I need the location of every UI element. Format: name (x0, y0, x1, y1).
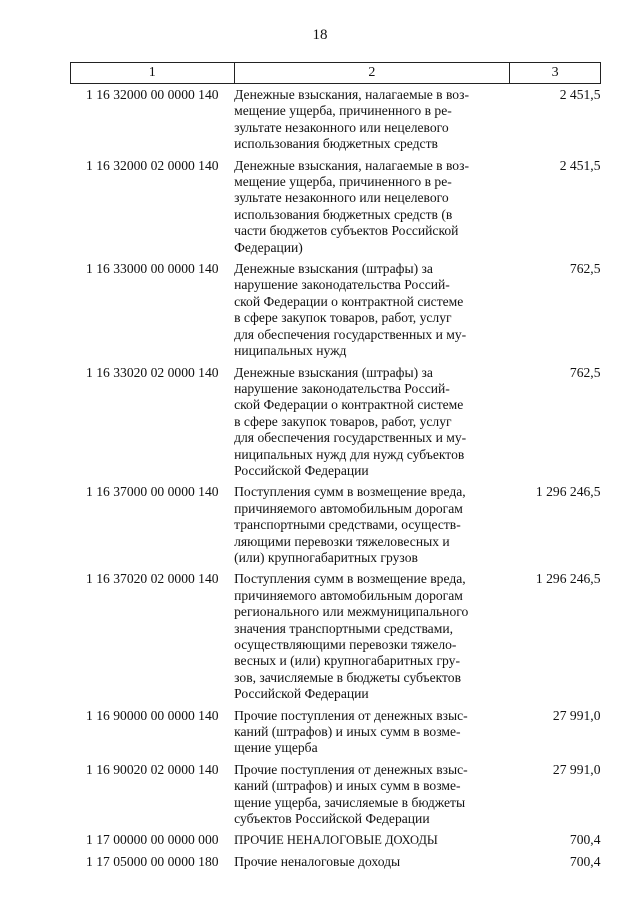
description-line: Прочие неналоговые доходы (234, 853, 401, 869)
description-line: каний (штрафов) и иных сумм в возме- (234, 724, 461, 740)
amount-cell: 1 296 246,5 (535, 484, 601, 500)
description-line: Прочие поступления от денежных взыс- (234, 761, 468, 777)
amount-cell: 2 451,5 (559, 87, 601, 102)
table-row (71, 705, 601, 759)
description-line: субъектов Российской Федерации (234, 811, 430, 827)
amount-cell: 700,4 (569, 853, 601, 869)
table-row (71, 481, 601, 568)
description-line: каний (штрафов) и иных сумм в возме- (234, 778, 461, 794)
description-line: регионального или межмуниципального (234, 604, 469, 620)
column-number-1: 1 (71, 63, 235, 84)
table-row (71, 851, 601, 872)
table-row (71, 568, 601, 704)
description-line: зов, зачисляемые в бюджеты субъектов (234, 669, 462, 685)
table-row (71, 155, 601, 258)
description-line: весных и (или) крупногабаритных гру- (234, 653, 460, 669)
table-row (71, 759, 601, 830)
revenue-table (70, 62, 601, 872)
description-line: Федерации) (234, 239, 303, 255)
description-line: Прочие поступления от денежных взыс- (234, 707, 468, 723)
budget-code-cell: 1 16 33020 02 0000 140 (86, 364, 219, 380)
description-line: ляющими перевозки тяжеловесных и (234, 533, 450, 549)
description-cell (234, 362, 510, 482)
budget-code-cell: 1 16 33000 00 0000 140 (86, 261, 219, 277)
budget-code-cell: 1 16 32000 00 0000 140 (86, 87, 219, 102)
description-cell (234, 155, 510, 258)
description-cell (234, 829, 510, 850)
page-number: 18 (312, 27, 328, 43)
description-line: Денежные взыскания (штрафы) за (234, 364, 433, 380)
description-line: ниципальных нужд (234, 343, 347, 359)
description-line: ской Федерации о контрактной системе (234, 293, 464, 309)
amount-cell: 1 296 246,5 (535, 571, 601, 587)
description-line: мещение ущерба, причиненного в ре- (234, 103, 452, 119)
column-number-row (71, 63, 601, 84)
description-line: части бюджетов субъектов Российской (234, 223, 459, 239)
description-line: использования бюджетных средств (234, 136, 438, 152)
description-line: в сфере закупок товаров, работ, услуг (234, 413, 452, 429)
description-line: значения транспортными средствами, (234, 620, 453, 636)
table-row (71, 84, 601, 155)
description-cell (234, 258, 510, 361)
table-header (71, 63, 601, 84)
budget-code-cell: 1 16 37020 02 0000 140 (86, 571, 219, 587)
description-line: Поступления сумм в возмещение вреда, (234, 571, 466, 587)
description-line: ПРОЧИЕ НЕНАЛОГОВЫЕ ДОХОДЫ (234, 833, 438, 848)
amount-cell: 700,4 (569, 832, 601, 848)
description-cell (234, 481, 510, 568)
description-line: (или) крупногабаритных грузов (234, 549, 418, 565)
description-line: зультате незаконного или нецелевого (234, 119, 449, 135)
description-line: зультате незаконного или нецелевого (234, 190, 449, 206)
description-cell (234, 851, 510, 872)
description-line: щение ущерба (234, 740, 318, 756)
budget-code-cell: 1 17 05000 00 0000 180 (86, 853, 219, 869)
description-line: осуществляющими перевозки тяжело- (234, 637, 457, 652)
table-row (71, 362, 601, 482)
budget-code-cell: 1 16 90000 00 0000 140 (86, 707, 219, 723)
budget-code-cell: 1 17 00000 00 0000 000 (86, 832, 219, 848)
amount-cell: 27 991,0 (552, 707, 601, 723)
amount-cell: 27 991,0 (552, 761, 601, 777)
amount-cell: 762,5 (569, 261, 601, 277)
description-line: Российской Федерации (234, 462, 369, 478)
description-line: для обеспечения государственных и му- (234, 326, 467, 342)
description-cell (234, 705, 510, 759)
description-line: для обеспечения государственных и му- (234, 430, 467, 446)
description-cell (234, 568, 510, 704)
description-line: транспортными средствами, осуществ- (234, 517, 461, 533)
amount-cell: 762,5 (569, 364, 601, 380)
column-number-3: 3 (510, 63, 601, 84)
budget-code-cell: 1 16 32000 02 0000 140 (86, 157, 219, 173)
description-line: щение ущерба, зачисляемые в бюджеты (234, 794, 466, 810)
description-line: мещение ущерба, причиненного в ре- (234, 174, 452, 190)
budget-code-cell: 1 16 37000 00 0000 140 (86, 484, 219, 500)
table-row (71, 829, 601, 850)
description-line: причиняемого автомобильным дорогам (234, 500, 463, 516)
description-line: Денежные взыскания (штрафы) за (234, 261, 433, 277)
budget-code-cell: 1 16 90020 02 0000 140 (86, 761, 219, 777)
description-line: причиняемого автомобильным дорогам (234, 587, 463, 603)
description-line: ниципальных нужд для нужд субъектов (234, 446, 465, 462)
description-cell (234, 84, 510, 155)
description-line: в сфере закупок товаров, работ, услуг (234, 310, 452, 326)
table-row (71, 258, 601, 361)
description-line: Денежные взыскания, налагаемые в воз- (234, 87, 469, 102)
table-body (71, 84, 601, 873)
description-line: использования бюджетных средств (в (234, 206, 453, 222)
description-line: Денежные взыскания, налагаемые в воз- (234, 157, 469, 173)
column-number-2: 2 (234, 63, 510, 84)
description-cell (234, 759, 510, 830)
description-line: Поступления сумм в возмещение вреда, (234, 484, 466, 500)
description-line: нарушение законодательства Россий- (234, 380, 450, 396)
description-line: нарушение законодательства Россий- (234, 277, 450, 293)
description-line: Российской Федерации (234, 686, 369, 702)
description-line: ской Федерации о контрактной системе (234, 397, 464, 413)
amount-cell: 2 451,5 (559, 157, 601, 173)
